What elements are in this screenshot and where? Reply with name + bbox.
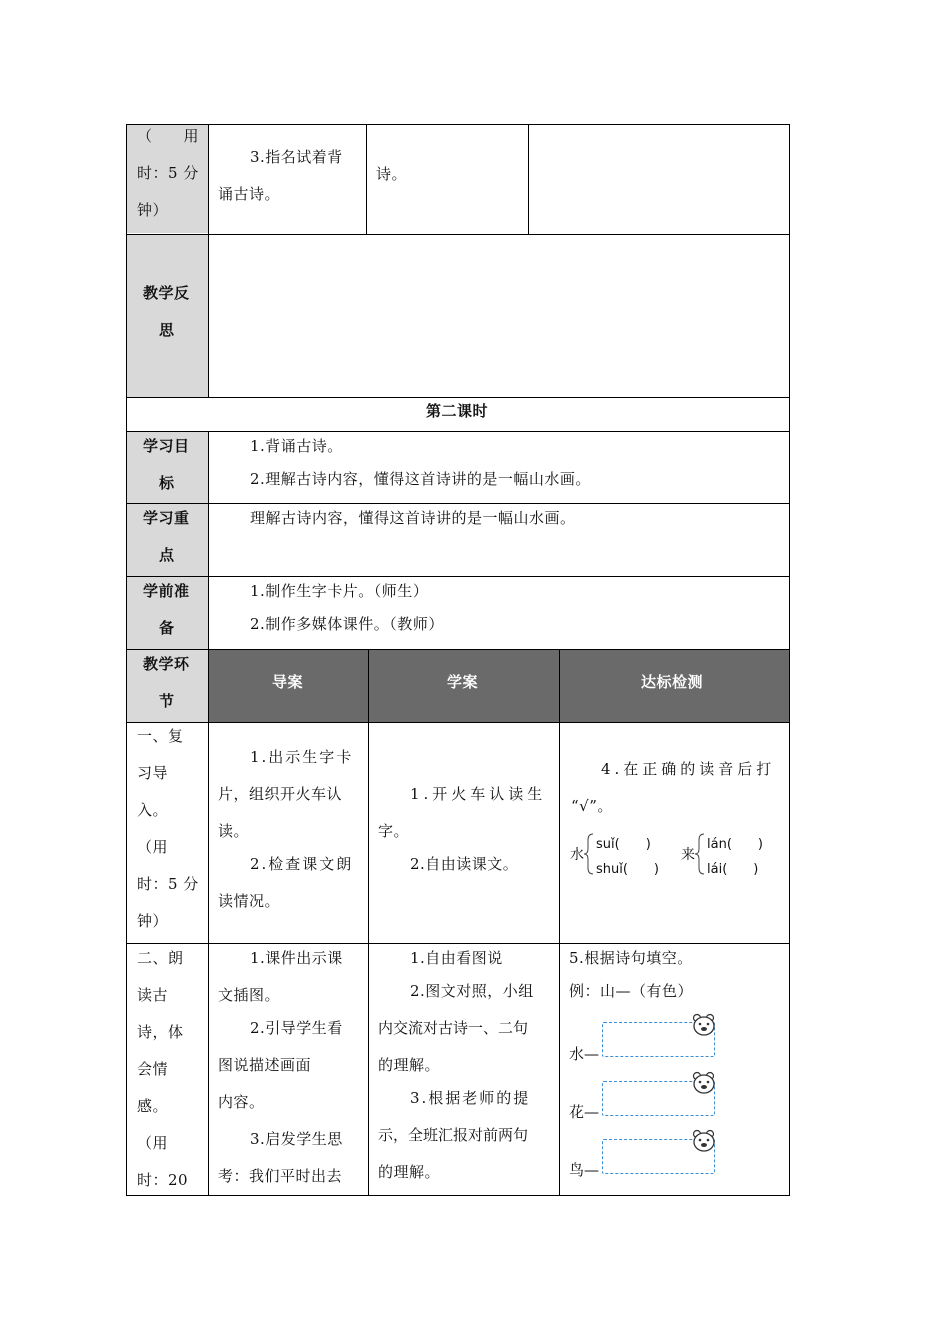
recite-line-2: 诵古诗。 [218, 185, 281, 203]
goal-item-1: 1.背诵古诗。 [250, 437, 343, 455]
option-shui[interactable]: shuǐ( ) [596, 862, 660, 877]
time-line-1: （ 用 [137, 127, 200, 145]
goal-item-2: 2.理解古诗内容，懂得这首诗讲的是一幅山水画。 [250, 470, 591, 488]
key-points-text: 理解古诗内容，懂得这首诗讲的是一幅山水画。 [250, 509, 576, 527]
time-line-3: 钟） [137, 201, 169, 219]
bear-icon [689, 1070, 719, 1096]
bear-icon [689, 1128, 719, 1154]
option-lan[interactable]: lán( ) [707, 837, 763, 852]
blank-label-water: 水— [569, 1045, 600, 1063]
time-line-2: 时：5 分 [137, 164, 199, 182]
char-lai: 来 [681, 847, 695, 863]
prep-item-1: 1.制作生字卡片。（师生） [250, 582, 429, 600]
bear-icon [689, 1012, 719, 1038]
lesson-title: 第二课时 [426, 402, 489, 420]
blank-label-bird: 鸟— [569, 1161, 600, 1179]
check-header: 达标检测 [641, 673, 704, 691]
poem-cell-text: 诗。 [376, 165, 408, 183]
option-sui[interactable]: suǐ( ) [596, 837, 651, 852]
fill-example: 例：山—（有色） [569, 982, 694, 1000]
prep-item-2: 2.制作多媒体课件。（教师） [250, 615, 444, 633]
left-brace-icon [583, 832, 595, 876]
option-lai[interactable]: lái( ) [707, 862, 759, 877]
left-brace-icon [694, 832, 706, 876]
recite-line-1: 3.指名试着背 [250, 148, 343, 166]
char-shui: 水 [570, 847, 584, 863]
study-header: 学案 [447, 673, 479, 691]
fill-instruction: 5.根据诗句填空。 [569, 949, 693, 967]
blank-label-flower: 花— [569, 1103, 600, 1121]
guide-header: 导案 [272, 673, 304, 691]
